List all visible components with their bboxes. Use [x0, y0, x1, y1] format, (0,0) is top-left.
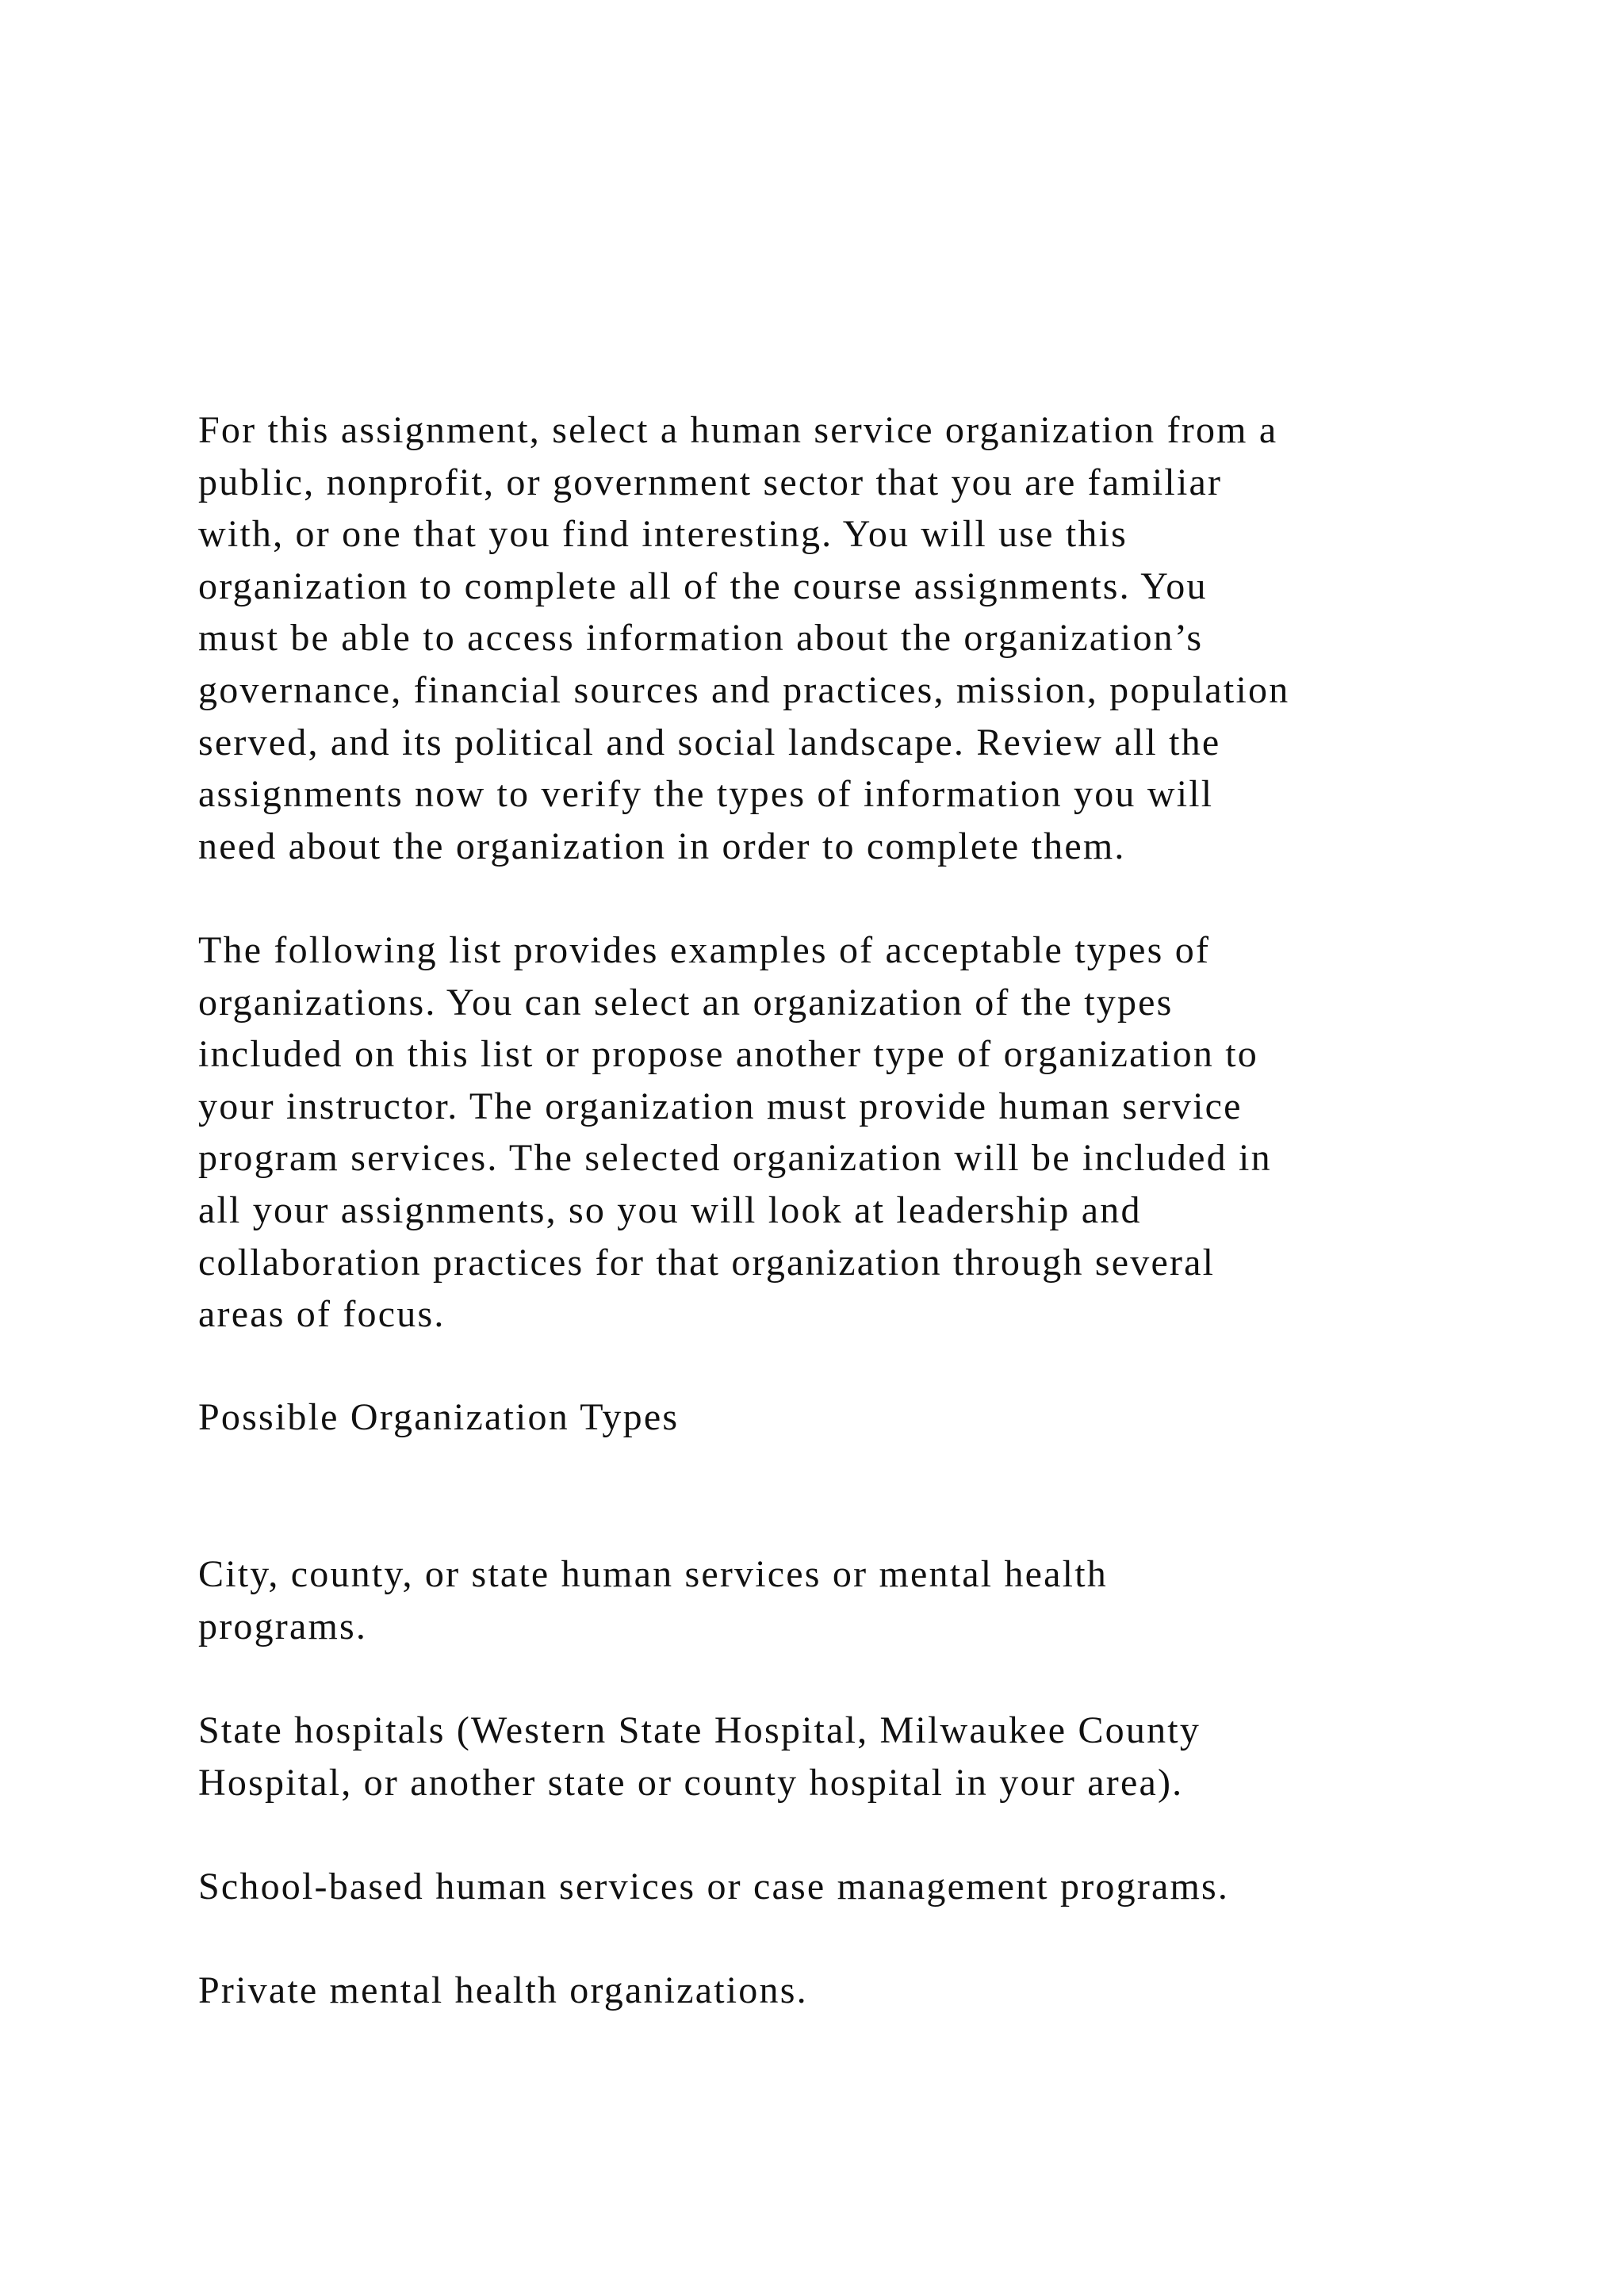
organization-types-paragraph: The following list provides examples of acceptable types of organizations. You can select an organization of the types included on this list or propose another type of organization to your instructor. The organization must provide human service program services. The selected organization will be included in all your assignments, so you will look at leadership and collaboration practices for that organization through several areas of focus.: [198, 929, 1272, 1336]
list-item: Private mental health organizations.: [198, 1969, 808, 2011]
list-heading: Possible Organization Types: [198, 1396, 680, 1438]
intro-paragraph: For this assignment, select a human service organization from a public, nonprofit, or government sector that you are familiar with, or one that you find interesting. You will use this organization to complete all of the course assignments. You must be able to access information about the organization’s governance, financial sources and practices, mission, population served, and its political and social landscape. Review all the assignments now to verify the types of information you will need about the organization in order to complete them.: [198, 409, 1290, 867]
list-item: State hospitals (Western State Hospital, Milwaukee County Hospital, or another state or county hospital in your area).: [198, 1709, 1201, 1804]
list-item: City, county, or state human services or mental health programs.: [198, 1553, 1108, 1647]
list-item: School-based human services or case management programs.: [198, 1866, 1230, 1908]
